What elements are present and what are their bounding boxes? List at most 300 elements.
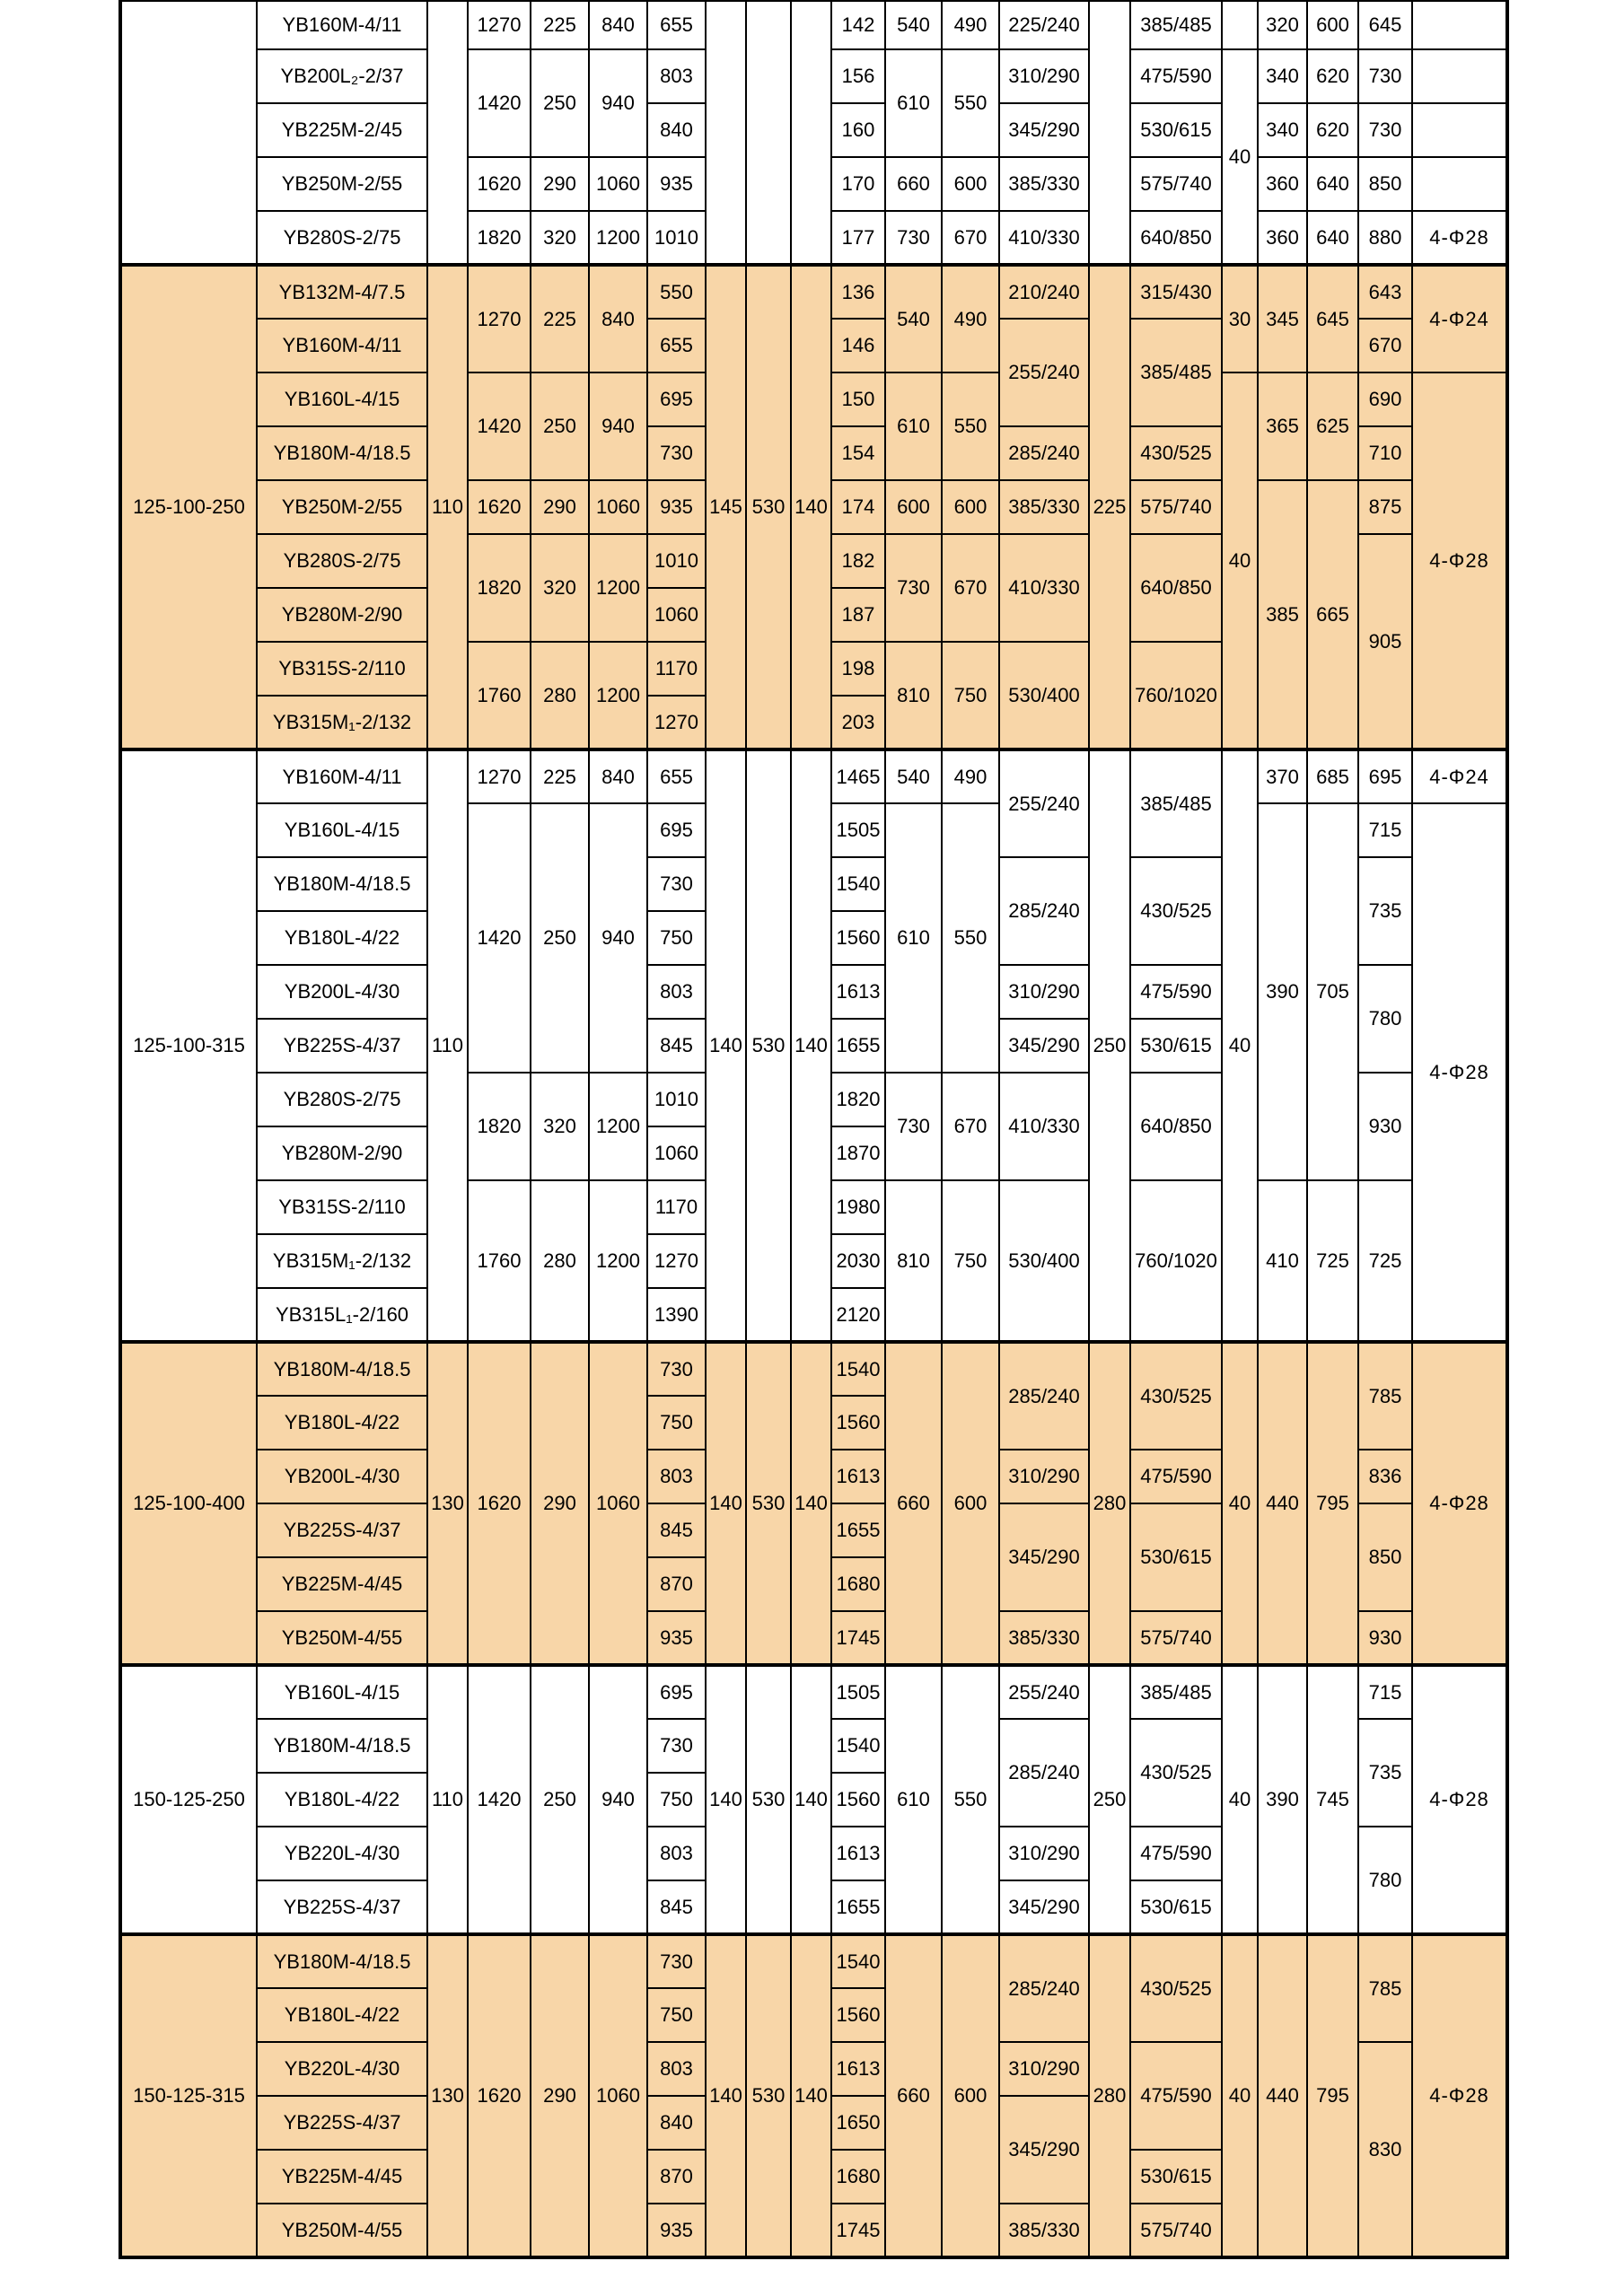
cell-col7: 550 [647, 265, 706, 319]
table-row [120, 1665, 1507, 1719]
cell-col2: YB180M-4/18.5 [257, 857, 427, 911]
cell-col13: 550 [942, 1665, 999, 1934]
cell-col2: YB280M-2/90 [257, 588, 427, 642]
cell-col18: 440 [1258, 1934, 1307, 2257]
cell-col4: 1820 [468, 534, 531, 642]
cell-col14: 530/400 [999, 642, 1089, 749]
cell-col14: 310/290 [999, 2042, 1089, 2096]
cell-col6: 1200 [589, 1073, 647, 1180]
cell-col2: YB280M-2/90 [257, 1126, 427, 1180]
cell-col21 [1412, 103, 1507, 157]
cell-col12: 610 [885, 803, 942, 1073]
cell-col19: 620 [1307, 103, 1358, 157]
cell-col14: 210/240 [999, 265, 1089, 319]
cell-col7: 730 [647, 1342, 706, 1396]
cell-col7: 730 [647, 857, 706, 911]
cell-col13: 750 [942, 642, 999, 749]
cell-col17: 40 [1222, 1665, 1258, 1934]
cell-col7: 655 [647, 319, 706, 372]
cell-col2: YB280S-2/75 [257, 1073, 427, 1126]
cell-col16: 575/740 [1130, 1611, 1222, 1665]
cell-col6: 1200 [589, 211, 647, 265]
cell-col6: 940 [589, 1665, 647, 1934]
cell-col8: 140 [706, 1934, 746, 2257]
cell-col2: YB220L-4/30 [257, 2042, 427, 2096]
table-row [120, 1, 1507, 49]
cell-col19: 685 [1307, 749, 1358, 803]
cell-col8 [706, 1, 746, 265]
cell-col18: 390 [1258, 1665, 1307, 1934]
cell-col5: 225 [531, 265, 589, 372]
cell-col13: 600 [942, 1342, 999, 1665]
cell-col11: 170 [831, 157, 885, 211]
cell-col12: 660 [885, 1934, 942, 2257]
cell-col14: 255/240 [999, 749, 1089, 857]
cell-col21 [1412, 49, 1507, 103]
cell-col19: 625 [1307, 372, 1358, 480]
cell-col19: 795 [1307, 1342, 1358, 1665]
cell-col16: 475/590 [1130, 49, 1222, 103]
cell-col2: YB160L-4/15 [257, 1665, 427, 1719]
cell-col10: 140 [791, 1934, 831, 2257]
cell-col2: YB315M₁-2/132 [257, 696, 427, 749]
cell-col6: 840 [589, 1, 647, 49]
cell-col16: 760/1020 [1130, 1180, 1222, 1342]
cell-col7: 730 [647, 1934, 706, 1988]
cell-col2: YB315S-2/110 [257, 1180, 427, 1234]
cell-col2: YB250M-4/55 [257, 1611, 427, 1665]
cell-col12: 610 [885, 1665, 942, 1934]
cell-col13: 490 [942, 1, 999, 49]
cell-col9: 530 [746, 1342, 791, 1665]
cell-col16: 475/590 [1130, 1827, 1222, 1880]
cell-col7: 935 [647, 480, 706, 534]
cell-col20: 730 [1358, 103, 1412, 157]
cell-col11: 1680 [831, 2150, 885, 2204]
cell-col9 [746, 1, 791, 265]
cell-col10 [791, 1, 831, 265]
cell-col4: 1760 [468, 1180, 531, 1342]
cell-col7: 730 [647, 426, 706, 480]
cell-col11: 1613 [831, 965, 885, 1019]
cell-col7: 803 [647, 49, 706, 103]
cell-col11: 1745 [831, 2204, 885, 2257]
cell-col7: 935 [647, 1611, 706, 1665]
cell-col12: 540 [885, 1, 942, 49]
cell-col21: 4-Φ28 [1412, 1342, 1507, 1665]
cell-col11: 136 [831, 265, 885, 319]
cell-col2: YB180M-4/18.5 [257, 1342, 427, 1396]
cell-col11: 1745 [831, 1611, 885, 1665]
cell-col16: 430/525 [1130, 426, 1222, 480]
cell-col7: 695 [647, 372, 706, 426]
cell-col13: 550 [942, 803, 999, 1073]
cell-col7: 840 [647, 2096, 706, 2150]
cell-col14: 285/240 [999, 1719, 1089, 1827]
cell-col14: 345/290 [999, 1019, 1089, 1073]
cell-col9: 530 [746, 1665, 791, 1934]
cell-col2: YB180M-4/18.5 [257, 1934, 427, 1988]
cell-col16: 430/525 [1130, 857, 1222, 965]
cell-col2: YB160M-4/11 [257, 1, 427, 49]
cell-col14: 310/290 [999, 965, 1089, 1019]
cell-col14: 285/240 [999, 1342, 1089, 1450]
cell-col2: YB160L-4/15 [257, 372, 427, 426]
cell-col7: 803 [647, 1450, 706, 1503]
cell-col7: 1010 [647, 1073, 706, 1126]
cell-col21: 4-Φ24 [1412, 749, 1507, 803]
cell-col19: 645 [1307, 265, 1358, 372]
cell-col20: 930 [1358, 1611, 1412, 1665]
cell-col11: 1655 [831, 1880, 885, 1934]
cell-col7: 1060 [647, 588, 706, 642]
cell-col10: 140 [791, 749, 831, 1342]
cell-col15: 250 [1089, 1665, 1130, 1934]
cell-col14: 310/290 [999, 1450, 1089, 1503]
cell-col7: 1270 [647, 696, 706, 749]
cell-col1: 125-100-250 [120, 265, 257, 749]
cell-col2: YB225M-4/45 [257, 2150, 427, 2204]
cell-col2: YB225M-4/45 [257, 1557, 427, 1611]
cell-col11: 1560 [831, 911, 885, 965]
cell-col2: YB180L-4/22 [257, 1773, 427, 1827]
cell-col11: 1613 [831, 1827, 885, 1880]
cell-col6: 1200 [589, 1180, 647, 1342]
cell-col10: 140 [791, 1342, 831, 1665]
cell-col5: 290 [531, 1934, 589, 2257]
cell-col1: 125-100-315 [120, 749, 257, 1342]
cell-col7: 935 [647, 2204, 706, 2257]
cell-col5: 320 [531, 211, 589, 265]
cell-col12: 730 [885, 211, 942, 265]
cell-col2: YB200L-4/30 [257, 965, 427, 1019]
cell-col6: 940 [589, 49, 647, 157]
cell-col20: 875 [1358, 480, 1412, 534]
cell-col2: YB225S-4/37 [257, 1880, 427, 1934]
cell-col16: 475/590 [1130, 1450, 1222, 1503]
cell-col21 [1412, 157, 1507, 211]
cell-col14: 345/290 [999, 103, 1089, 157]
cell-col16: 385/485 [1130, 749, 1222, 857]
cell-col7: 750 [647, 911, 706, 965]
cell-col11: 1655 [831, 1503, 885, 1557]
cell-col16: 575/740 [1130, 157, 1222, 211]
cell-col2: YB280S-2/75 [257, 211, 427, 265]
cell-col7: 695 [647, 803, 706, 857]
cell-col7: 1060 [647, 1126, 706, 1180]
cell-col5: 225 [531, 1, 589, 49]
cell-col13: 490 [942, 265, 999, 372]
cell-col21: 4-Φ28 [1412, 372, 1507, 749]
cell-col19: 795 [1307, 1934, 1358, 2257]
cell-col3: 110 [427, 1665, 468, 1934]
cell-col20: 670 [1358, 319, 1412, 372]
cell-col20: 695 [1358, 749, 1412, 803]
cell-col7: 655 [647, 1, 706, 49]
cell-col6: 940 [589, 803, 647, 1073]
cell-col18: 440 [1258, 1342, 1307, 1665]
cell-col14: 255/240 [999, 319, 1089, 426]
cell-col2: YB160M-4/11 [257, 319, 427, 372]
cell-col14: 410/330 [999, 534, 1089, 642]
cell-col2: YB200L₂-2/37 [257, 49, 427, 103]
cell-col11: 177 [831, 211, 885, 265]
cell-col20: 785 [1358, 1934, 1412, 2042]
cell-col7: 750 [647, 1396, 706, 1450]
cell-col6: 840 [589, 749, 647, 803]
cell-col11: 203 [831, 696, 885, 749]
cell-col11: 1540 [831, 1719, 885, 1773]
section-top-continuation [120, 1, 1507, 265]
cell-col2: YB160M-4/11 [257, 749, 427, 803]
cell-col7: 730 [647, 1719, 706, 1773]
cell-col14: 310/290 [999, 1827, 1089, 1880]
cell-col16: 430/525 [1130, 1342, 1222, 1450]
cell-col12: 810 [885, 642, 942, 749]
cell-col14: 345/290 [999, 1880, 1089, 1934]
cell-col21 [1412, 1, 1507, 49]
cell-col1: 125-100-400 [120, 1342, 257, 1665]
cell-col18: 370 [1258, 749, 1307, 803]
cell-col14: 385/330 [999, 2204, 1089, 2257]
cell-col16: 530/615 [1130, 1019, 1222, 1073]
cell-col11: 1820 [831, 1073, 885, 1126]
section-125-100-315 [120, 749, 1507, 1342]
cell-col11: 1650 [831, 2096, 885, 2150]
cell-col11: 1560 [831, 1988, 885, 2042]
cell-col12: 610 [885, 372, 942, 480]
cell-col20: 836 [1358, 1450, 1412, 1503]
cell-col2: YB250M-2/55 [257, 157, 427, 211]
cell-col11: 142 [831, 1, 885, 49]
cell-col13: 550 [942, 372, 999, 480]
cell-col14: 285/240 [999, 857, 1089, 965]
cell-col14: 345/290 [999, 1503, 1089, 1611]
cell-col17: 40 [1222, 372, 1258, 749]
cell-col20: 690 [1358, 372, 1412, 426]
cell-col8: 145 [706, 265, 746, 749]
cell-col19: 600 [1307, 1, 1358, 49]
cell-col14: 285/240 [999, 426, 1089, 480]
cell-col11: 182 [831, 534, 885, 588]
cell-col7: 935 [647, 157, 706, 211]
cell-col12: 610 [885, 49, 942, 157]
cell-col11: 1465 [831, 749, 885, 803]
cell-col16: 640/850 [1130, 211, 1222, 265]
cell-col7: 840 [647, 103, 706, 157]
cell-col18: 385 [1258, 480, 1307, 749]
cell-col2: YB225S-4/37 [257, 2096, 427, 2150]
section-150-125-315 [120, 1934, 1507, 2257]
cell-col11: 187 [831, 588, 885, 642]
cell-col17: 40 [1222, 49, 1258, 265]
cell-col16: 430/525 [1130, 1719, 1222, 1827]
cell-col16: 530/615 [1130, 2150, 1222, 2204]
cell-col2: YB180L-4/22 [257, 911, 427, 965]
cell-col7: 1010 [647, 534, 706, 588]
cell-col5: 250 [531, 372, 589, 480]
cell-col12: 600 [885, 480, 942, 534]
cell-col6: 940 [589, 372, 647, 480]
cell-col5: 250 [531, 1665, 589, 1934]
cell-col19: 620 [1307, 49, 1358, 103]
cell-col4: 1270 [468, 265, 531, 372]
cell-col2: YB280S-2/75 [257, 534, 427, 588]
cell-col5: 290 [531, 157, 589, 211]
cell-col19: 705 [1307, 803, 1358, 1180]
cell-col12: 660 [885, 1342, 942, 1665]
cell-col20: 725 [1358, 1180, 1412, 1342]
cell-col18: 360 [1258, 157, 1307, 211]
cell-col14: 255/240 [999, 1665, 1089, 1719]
cell-col16: 575/740 [1130, 480, 1222, 534]
cell-col18: 340 [1258, 49, 1307, 103]
cell-col20: 850 [1358, 157, 1412, 211]
cell-col21: 4-Φ28 [1412, 803, 1507, 1342]
cell-col13: 600 [942, 1934, 999, 2257]
cell-col17 [1222, 1, 1258, 49]
cell-col7: 750 [647, 1773, 706, 1827]
cell-col17: 40 [1222, 1342, 1258, 1665]
cell-col6: 1060 [589, 157, 647, 211]
cell-col4: 1270 [468, 1, 531, 49]
cell-col16: 575/740 [1130, 2204, 1222, 2257]
cell-col2: YB225S-4/37 [257, 1503, 427, 1557]
cell-col7: 870 [647, 2150, 706, 2204]
cell-col2: YB250M-2/55 [257, 480, 427, 534]
cell-col11: 1613 [831, 1450, 885, 1503]
cell-col4: 1420 [468, 372, 531, 480]
cell-col8: 140 [706, 1665, 746, 1934]
cell-col2: YB225M-2/45 [257, 103, 427, 157]
cell-col12: 540 [885, 749, 942, 803]
cell-col10: 140 [791, 1665, 831, 1934]
cell-col3: 130 [427, 1342, 468, 1665]
cell-col4: 1420 [468, 803, 531, 1073]
cell-col11: 154 [831, 426, 885, 480]
cell-col20: 643 [1358, 265, 1412, 319]
cell-col11: 198 [831, 642, 885, 696]
cell-col14: 410/330 [999, 1073, 1089, 1180]
cell-col17: 40 [1222, 1934, 1258, 2257]
cell-col14: 285/240 [999, 1934, 1089, 2042]
cell-col7: 803 [647, 1827, 706, 1880]
cell-col4: 1820 [468, 1073, 531, 1180]
cell-col2: YB315S-2/110 [257, 642, 427, 696]
cell-col7: 845 [647, 1503, 706, 1557]
cell-col11: 1505 [831, 803, 885, 857]
cell-col7: 1390 [647, 1288, 706, 1342]
cell-col12: 730 [885, 1073, 942, 1180]
cell-col11: 1540 [831, 1342, 885, 1396]
cell-col7: 845 [647, 1019, 706, 1073]
cell-col11: 1560 [831, 1773, 885, 1827]
cell-col2: YB200L-4/30 [257, 1450, 427, 1503]
cell-col4: 1760 [468, 642, 531, 749]
cell-col17: 30 [1222, 265, 1258, 372]
cell-col4: 1420 [468, 1665, 531, 1934]
cell-col18: 390 [1258, 803, 1307, 1180]
cell-col2: YB180L-4/22 [257, 1988, 427, 2042]
cell-col20: 730 [1358, 49, 1412, 103]
table-row [120, 749, 1507, 803]
cell-col15: 225 [1089, 265, 1130, 749]
cell-col9: 530 [746, 749, 791, 1342]
cell-col3: 110 [427, 749, 468, 1342]
cell-col5: 280 [531, 642, 589, 749]
cell-col3: 110 [427, 265, 468, 749]
cell-col6: 1060 [589, 480, 647, 534]
cell-col5: 320 [531, 534, 589, 642]
pump-dimension-table [119, 0, 1509, 2259]
cell-col12: 660 [885, 157, 942, 211]
cell-col16: 385/485 [1130, 1665, 1222, 1719]
cell-col21: 4-Φ28 [1412, 1665, 1507, 1934]
cell-col4: 1270 [468, 749, 531, 803]
cell-col15: 250 [1089, 749, 1130, 1342]
cell-col8: 140 [706, 1342, 746, 1665]
cell-col2: YB160L-4/15 [257, 803, 427, 857]
cell-col2: YB220L-4/30 [257, 1827, 427, 1880]
cell-col14: 345/290 [999, 2096, 1089, 2204]
cell-col18: 340 [1258, 103, 1307, 157]
cell-col3: 130 [427, 1934, 468, 2257]
cell-col5: 280 [531, 1180, 589, 1342]
cell-col20: 735 [1358, 857, 1412, 965]
cell-col7: 750 [647, 1988, 706, 2042]
cell-col13: 600 [942, 480, 999, 534]
cell-col13: 670 [942, 1073, 999, 1180]
cell-col14: 225/240 [999, 1, 1089, 49]
cell-col14: 410/330 [999, 211, 1089, 265]
cell-col20: 905 [1358, 534, 1412, 749]
cell-col7: 655 [647, 749, 706, 803]
cell-col7: 1170 [647, 642, 706, 696]
cell-col11: 150 [831, 372, 885, 426]
cell-col12: 540 [885, 265, 942, 372]
cell-col20: 715 [1358, 1665, 1412, 1719]
cell-col18: 410 [1258, 1180, 1307, 1342]
cell-col14: 385/330 [999, 480, 1089, 534]
cell-col12: 730 [885, 534, 942, 642]
cell-col6: 1060 [589, 1342, 647, 1665]
cell-col20: 645 [1358, 1, 1412, 49]
cell-col5: 250 [531, 803, 589, 1073]
cell-col9: 530 [746, 265, 791, 749]
cell-col11: 1680 [831, 1557, 885, 1611]
cell-col2: YB315M₁-2/132 [257, 1234, 427, 1288]
cell-col4: 1620 [468, 1934, 531, 2257]
cell-col13: 490 [942, 749, 999, 803]
cell-col20: 850 [1358, 1503, 1412, 1611]
cell-col20: 830 [1358, 2042, 1412, 2257]
cell-col4: 1820 [468, 211, 531, 265]
cell-col14: 385/330 [999, 157, 1089, 211]
cell-col2: YB315L₁-2/160 [257, 1288, 427, 1342]
cell-col13: 670 [942, 534, 999, 642]
table-row [120, 1934, 1507, 1988]
cell-col20: 930 [1358, 1073, 1412, 1180]
cell-col11: 1540 [831, 1934, 885, 1988]
cell-col16: 760/1020 [1130, 642, 1222, 749]
cell-col11: 160 [831, 103, 885, 157]
cell-col16: 530/615 [1130, 1880, 1222, 1934]
cell-col6: 840 [589, 265, 647, 372]
cell-col3 [427, 1, 468, 265]
cell-col2: YB180M-4/18.5 [257, 1719, 427, 1773]
cell-col11: 1540 [831, 857, 885, 911]
cell-col6: 1200 [589, 534, 647, 642]
